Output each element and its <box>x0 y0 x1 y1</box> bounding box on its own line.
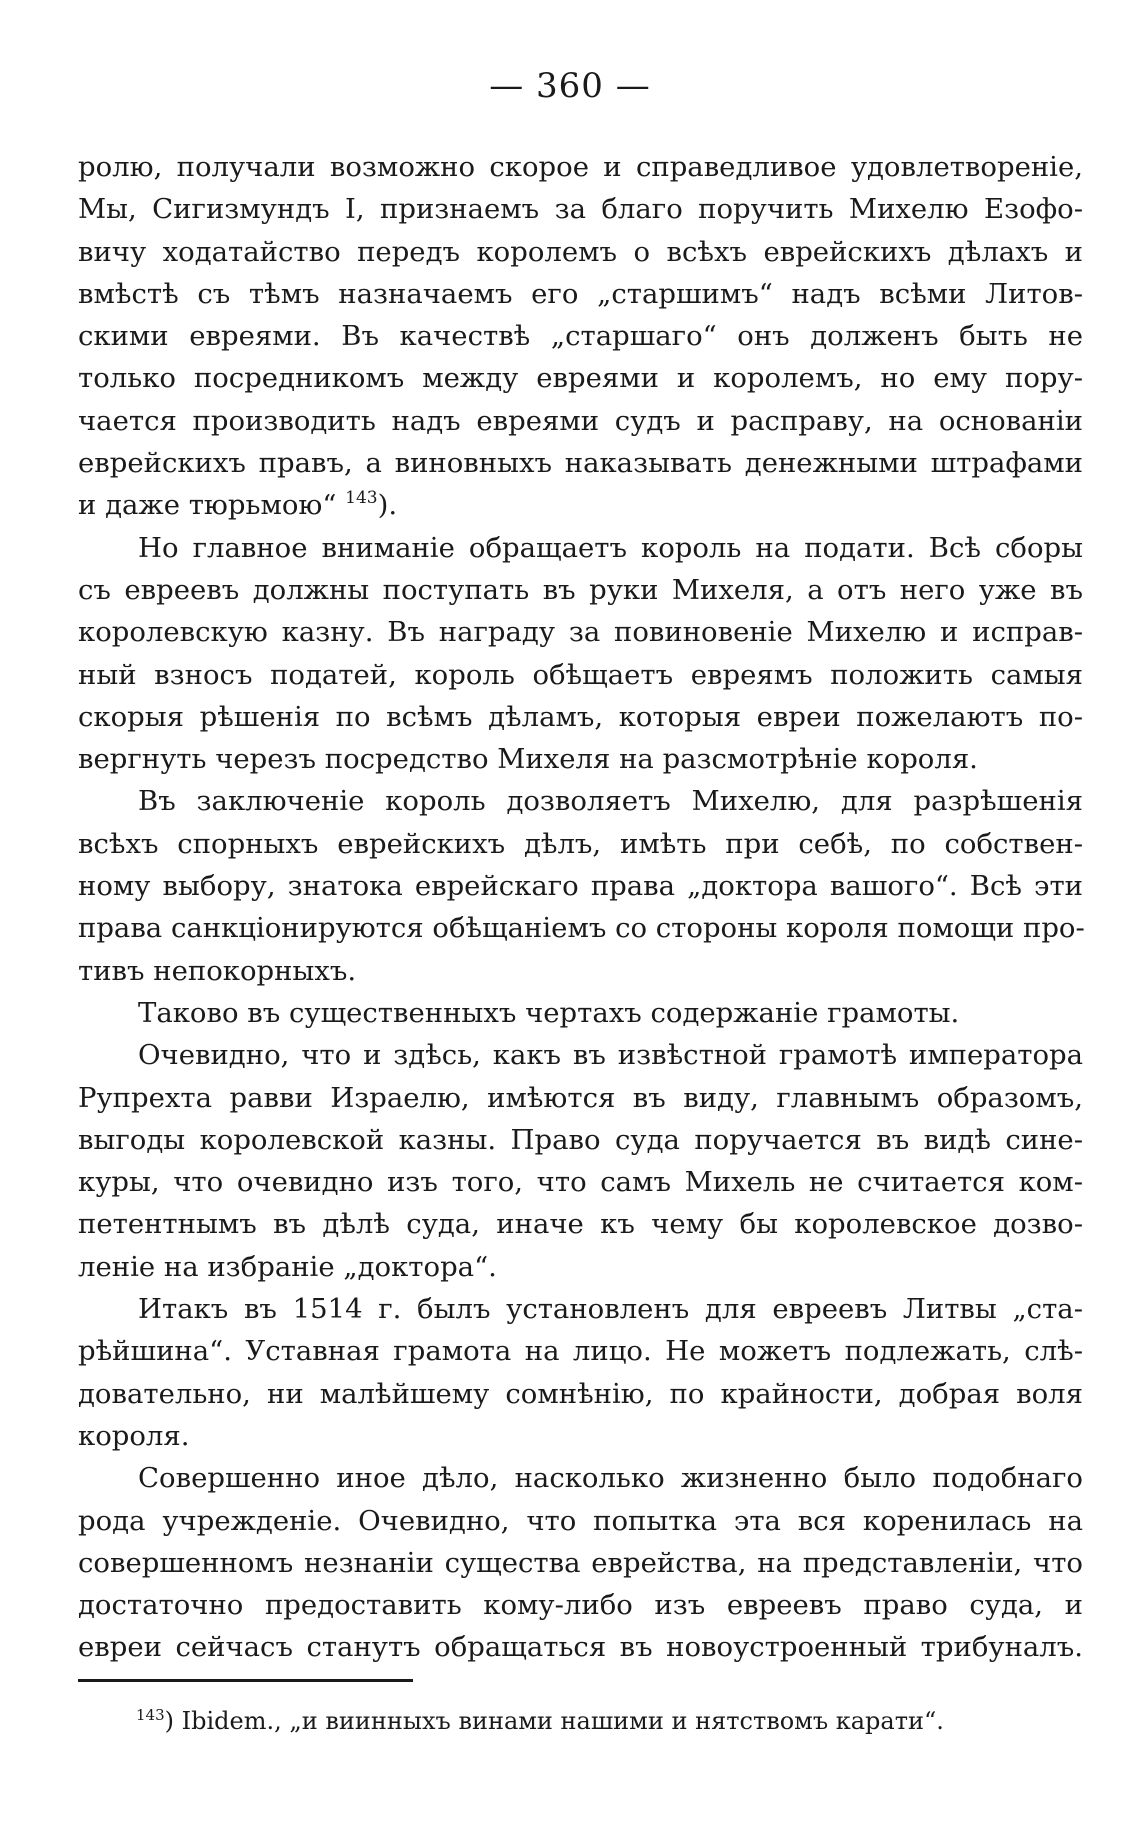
text-line: всѣхъ спорныхъ еврейскихъ дѣлъ, имѣть при себѣ, по собствен- <box>78 827 1083 860</box>
text-line <box>78 484 1083 526</box>
text-line: ный взносъ податей, король обѣщаетъ евреямъ положить самыя <box>78 658 1083 691</box>
footnote-reference: 143 <box>345 488 378 509</box>
text-line: вичу ходатайство передъ королемъ о всѣхъ еврейскихъ дѣлахъ и <box>78 235 1083 268</box>
text-line: Въ заключеніе король дозволяетъ Михелю, для разрѣшенія <box>138 785 1083 818</box>
text-line: съ евреевъ должны поступать въ руки Михеля, а отъ него уже въ <box>78 573 1083 606</box>
text-line: Очевидно, что и здѣсь, какъ въ извѣстной грамотѣ императора <box>138 1039 1083 1072</box>
text-line: ному выбору, знатока еврейскаго права „доктора вашого“. Всѣ эти <box>78 870 1083 903</box>
text-line: вмѣстѣ съ тѣмъ назначаемъ его „старшимъ“ надъ всѣми Литов- <box>78 277 1083 310</box>
text-line: совершенномъ незнаніи существа еврейства, на представленіи, что <box>78 1546 1083 1579</box>
text-line: петентнымъ въ дѣлѣ суда, иначе къ чему бы королевское дозво- <box>78 1208 1083 1241</box>
text-line: Итакъ въ 1514 г. былъ установленъ для евреевъ Литвы „ста- <box>138 1293 1083 1326</box>
page-number: — 360 — <box>489 66 651 106</box>
text-line: довательно, ни малѣйшему сомнѣнію, по крайности, добрая воля <box>78 1377 1083 1410</box>
text-line: Но главное вниманіе обращаетъ король на подати. Всѣ сборы <box>138 531 1083 564</box>
footnote-divider <box>78 1679 413 1682</box>
text-line: вергнуть черезъ посредство Михеля на разсмотрѣніе короля. <box>78 743 978 776</box>
text-line: выгоды королевской казны. Право суда поручается въ видѣ сине- <box>78 1123 1083 1156</box>
body-text <box>78 146 1083 1669</box>
text-line: еврейскихъ правъ, а виновныхъ наказывать денежными штрафами <box>78 447 1083 480</box>
footnote-number: 143 <box>136 1706 165 1724</box>
text-line: Совершенно иное дѣло, насколько жизненно было подобнаго <box>138 1462 1083 1495</box>
text-line-tail: ). <box>377 489 398 522</box>
text-line: только посредникомъ между евреями и королемъ, но ему пору- <box>78 362 1083 395</box>
text-line: рода учрежденіе. Очевидно, что попытка эта вся коренилась на <box>78 1504 1083 1537</box>
footnote-text: ) Ibidem., „и виинныхъ винами нашими и нятствомъ карати“. <box>164 1707 944 1735</box>
text-line: королевскую казну. Въ награду за повиновеніе Михелю и исправ- <box>78 616 1083 649</box>
text-line: евреи сейчасъ станутъ обращаться въ новоустроенный трибуналъ. <box>78 1631 1083 1664</box>
text-line: достаточно предоставить кому-либо изъ евреевъ право суда, и <box>78 1589 1083 1622</box>
text-line: чается производить надъ евреями судъ и расправу, на основаніи <box>78 404 1083 437</box>
text-line: скорыя рѣшенія по всѣмъ дѣламъ, которыя евреи пожелаютъ по- <box>78 700 1083 733</box>
text-line-main: и даже тюрьмою“ <box>78 489 346 522</box>
text-line: Таково въ существенныхъ чертахъ содержаніе грамоты. <box>138 996 960 1029</box>
text-line: тивъ непокорныхъ. <box>78 954 357 987</box>
text-line: ролю, получали возможно скорое и справедливое удовлетвореніе, <box>78 151 1083 183</box>
text-line: рѣйшина“. Уставная грамота на лицо. Не можетъ подлежать, слѣ- <box>78 1335 1083 1368</box>
text-line: Рупрехта равви Израелю, имѣются въ виду, главнымъ образомъ, <box>78 1081 1083 1114</box>
text-line: Мы, Сигизмундъ I, признаемъ за благо поручить Михелю Езофо- <box>78 193 1083 226</box>
text-line: скими евреями. Въ качествѣ „старшаго“ онъ долженъ быть не <box>78 320 1083 353</box>
text-line: короля. <box>78 1419 190 1452</box>
text-line: леніе на избраніе „доктора“. <box>78 1250 497 1283</box>
text-line: права санкціонируются обѣщаніемъ со стороны короля помощи про- <box>78 912 1085 945</box>
footnote <box>136 1705 944 1740</box>
text-line: куры, что очевидно изъ того, что самъ Михель не считается ком- <box>78 1166 1083 1199</box>
